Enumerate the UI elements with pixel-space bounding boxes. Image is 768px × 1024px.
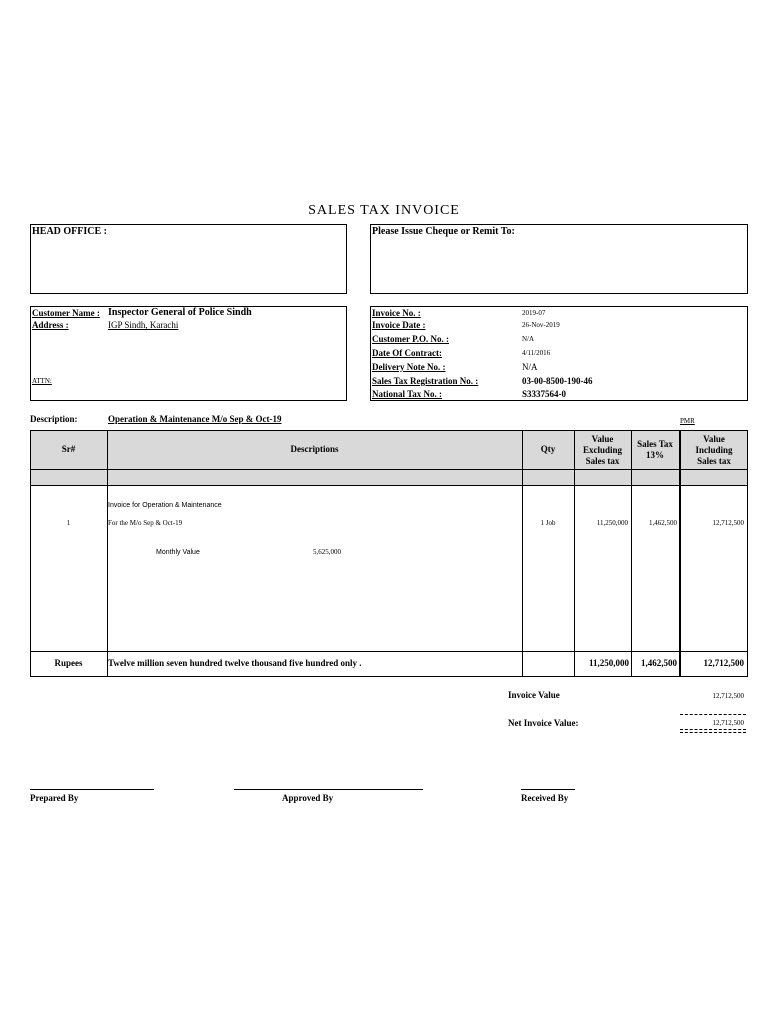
net-value-double-line — [680, 729, 746, 733]
national-tax-label: National Tax No. : — [372, 389, 443, 399]
remit-label: Please Issue Cheque or Remit To: — [372, 226, 515, 237]
table-col-rule-1 — [107, 430, 108, 677]
total-sales-tax: 1,462,500 — [641, 658, 677, 668]
received-by-label: Received By — [521, 793, 569, 803]
address-label: Address : — [32, 320, 69, 330]
invoice-no-label: Invoice No. : — [372, 308, 421, 318]
row-monthly-value: 5,625,000 — [313, 548, 341, 556]
header-value-incl — [680, 434, 748, 467]
total-label: Rupees — [54, 658, 83, 668]
customer-po-label: Customer P.O. No. : — [372, 334, 449, 344]
header-sales-tax-line1: Sales Tax — [637, 439, 673, 449]
header-value-excl — [574, 434, 631, 467]
prepared-by-label: Prepared By — [30, 793, 79, 803]
header-value-excl-line2: Excluding — [582, 445, 622, 455]
head-office-label: HEAD OFFICE : — [32, 226, 107, 237]
invoice-value-label: Invoice Value — [508, 690, 560, 700]
header-value-excl-line3: Sales tax — [585, 456, 620, 466]
contract-date-value: 4/11/2016 — [522, 349, 551, 357]
delivery-note-value: N/A — [522, 362, 538, 372]
prepared-line — [30, 789, 154, 790]
row-line1: Invoice for Operation & Maintenance — [108, 502, 222, 509]
row-qty: 1 Job — [540, 519, 556, 527]
delivery-note-label: Delivery Note No. : — [372, 362, 446, 372]
row-line2: For the M/o Sep & Oct-19 — [108, 519, 183, 527]
row-monthly-label: Monthly Value — [156, 549, 200, 556]
net-invoice-value: 12,712,500 — [712, 719, 744, 727]
contract-date-label: Date Of Contract: — [372, 348, 442, 358]
table-frame — [30, 430, 748, 677]
description-label: Description: — [30, 414, 78, 424]
description-value: Operation & Maintenance M/o Sep & Oct-19 — [108, 414, 282, 424]
table-rule-1 — [30, 469, 748, 470]
row-sales-tax: 1,462,500 — [649, 519, 677, 527]
invoice-value-dash-line — [680, 714, 746, 715]
header-value-incl-line2: Including — [695, 445, 733, 455]
total-value-incl: 12,712,500 — [703, 658, 744, 668]
header-sales-tax-line2: 13% — [646, 450, 664, 460]
header-value-excl-line1: Value — [591, 434, 614, 444]
invoice-date-label: Invoice Date : — [372, 320, 426, 330]
sales-tax-reg-value: 03-00-8500-190-46 — [522, 376, 593, 386]
header-descriptions: Descriptions — [290, 444, 339, 454]
invoice-date-value: 26-Nov-2019 — [522, 321, 560, 329]
table-col-rule-3 — [574, 430, 575, 677]
national-tax-value: S3337564-0 — [522, 389, 567, 399]
table-col-rule-2 — [522, 430, 523, 677]
header-value-incl-line3: Sales tax — [697, 456, 731, 466]
customer-name-label: Customer Name : — [32, 308, 100, 318]
received-line — [521, 789, 575, 790]
table-col-rule-4 — [631, 430, 632, 677]
header-value-incl-line1: Value — [703, 434, 725, 444]
invoice-no-value: 2019-07 — [522, 309, 546, 317]
approved-line — [234, 789, 423, 790]
total-words: Twelve million seven hundred twelve thousand five hundred only . — [108, 658, 362, 668]
row-sr: 1 — [66, 519, 71, 527]
table-rule-3 — [30, 651, 748, 652]
attn-label: ATTN: — [32, 377, 52, 385]
approved-by-label: Approved By — [282, 793, 334, 803]
total-value-excl: 11,250,000 — [588, 658, 629, 668]
address-value: IGP Sindh, Karachi — [108, 320, 179, 330]
row-value-excl: 11,250,000 — [596, 519, 628, 527]
invoice-value: 12,712,500 — [712, 692, 744, 700]
header-sr: Sr# — [61, 444, 76, 454]
customer-name-value: Inspector General of Police Sindh — [108, 307, 252, 318]
header-sales-tax — [631, 439, 679, 461]
row-value-incl: 12,712,500 — [712, 519, 744, 527]
invoice-title: SALES TAX INVOICE — [308, 203, 460, 218]
table-rule-2 — [30, 485, 748, 486]
customer-box — [30, 306, 347, 401]
sales-tax-reg-label: Sales Tax Registration No. : — [372, 376, 479, 386]
net-invoice-label: Net Invoice Value: — [508, 718, 579, 728]
customer-po-value: N/A — [522, 335, 535, 343]
table-col-rule-5 — [679, 430, 681, 677]
pmr-label: PMR — [680, 417, 695, 425]
header-qty: Qty — [540, 444, 556, 454]
